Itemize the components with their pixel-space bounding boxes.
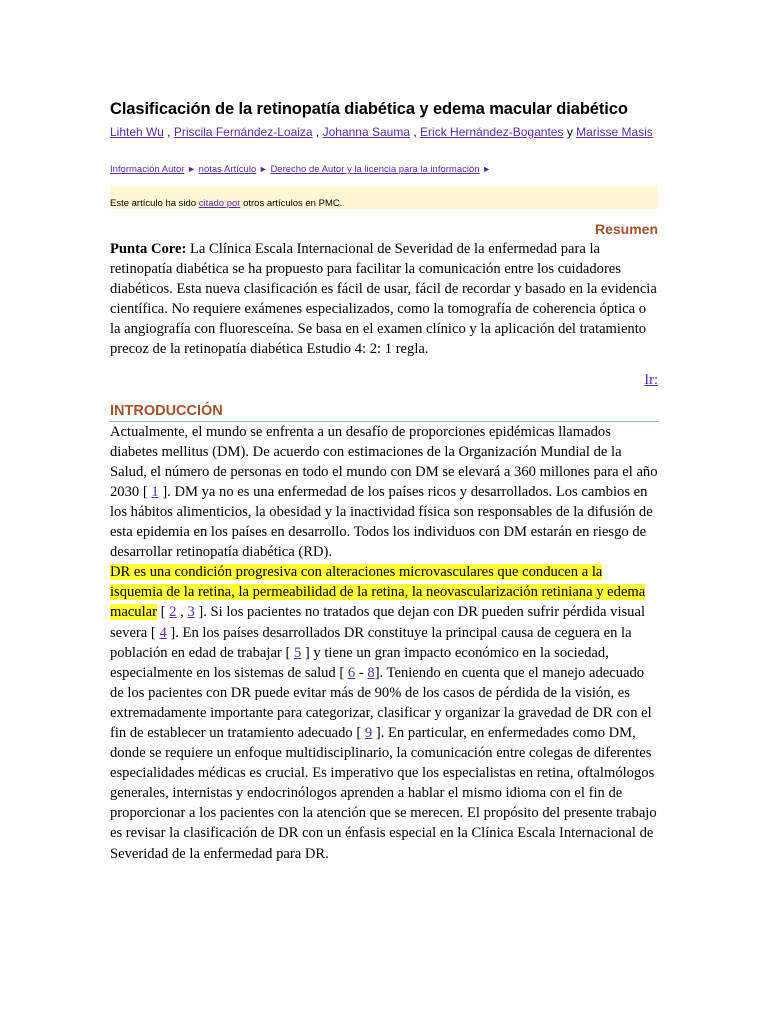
reference-link[interactable]: 5 — [293, 644, 302, 661]
article-title: Clasificación de la retinopatía diabética y edema macular diabético — [110, 100, 628, 118]
author-info-link[interactable]: Información Autor — [110, 164, 185, 175]
triangle-right-icon[interactable]: ► — [258, 164, 268, 174]
author-separator: , — [315, 125, 320, 139]
goto-nav — [110, 370, 658, 390]
article-nav-links — [110, 162, 658, 177]
copyright-link[interactable]: Derecho de Autor y la licencia para la información — [270, 164, 480, 175]
reference-link[interactable]: 4 — [159, 624, 167, 641]
abstract-paragraph — [110, 239, 658, 360]
reference-link[interactable]: 6 — [347, 664, 356, 681]
intro-text: Actualmente, el mundo se enfrenta a un desafío de proporciones epidémicas llamados diabetes mellitus (DM). De acuerdo con estimaciones de la Organización Mundial de la Salud, el número de personas en todo el mundo con DM se elevará a 360 millones para el año 2030 [ — [110, 423, 658, 500]
author-separator: y — [566, 125, 573, 139]
intro-text: , — [180, 604, 184, 621]
reference-link[interactable]: 2 — [169, 604, 177, 621]
goto-link[interactable]: Ir: — [644, 371, 658, 388]
author-link[interactable]: Johanna Sauma — [322, 125, 411, 139]
intro-text: ]. En los países desarrollados DR constituye la principal causa de ceguera en la población en edad de trabajar [ — [110, 624, 632, 661]
highlighted-text: DR es una condición progresiva con alteraciones microvasculares que conducen a la isquemia de la retina, la permeabilidad de la retina, la neovascularización retiniana y edema macular — [110, 564, 646, 621]
author-link[interactable]: Erick Hernández-Bogantes — [420, 125, 564, 139]
author-link[interactable]: Marisse Masis — [576, 125, 653, 139]
author-list — [110, 126, 658, 139]
intro-paragraph-1 — [110, 422, 658, 563]
intro-text: ] y tiene un gran impacto económico en la sociedad, especialmente en los sistemas de salud [ — [110, 644, 609, 681]
reference-link[interactable]: 8 — [367, 664, 375, 681]
reference-link[interactable]: 3 — [187, 604, 195, 621]
cited-by-prefix: Este artículo ha sido — [110, 198, 197, 209]
intro-text: ]. DM ya no es una enfermedad de los países ricos y desarrollados. Los cambios en los hábitos alimenticios, la obesidad y la inactividad física son responsables de la difusión de esta epidemia en los países en desarrollo. Todos los individuos con DM estarán en riesgo de desarrollar retinopatía diabética (RD). — [110, 483, 653, 561]
introduction-heading: INTRODUCCIÓN — [110, 401, 658, 422]
article-notes-link[interactable]: notas Artículo — [198, 164, 257, 175]
reference-link[interactable]: 1 — [151, 483, 159, 500]
intro-text: - — [358, 664, 364, 681]
abstract-text: La Clínica Escala Internacional de Severidad de la enfermedad para la retinopatía diabética se ha propuesto para facilitar la comunicación entre los cuidadores diabéticos. Esta nueva clasificación es fácil de usar, fácil de recordar y basado en la evidencia científica. No requiere exámenes especializados, como la tomografía de coherencia óptica o la angiografía con fluoresceína. Se basa en el examen clínico y la aplicación del tratamiento precoz de la retinopatía diabética Estudio 4: 2: 1 regla. — [110, 241, 657, 358]
intro-text: ]. En particular, en enfermedades como DM, donde se requiere un enfoque multidisciplinario, la comunicación entre colegas de diferentes especialidades médicas es crucial. Es imperativo que los especialistas en retina, oftalmólogos generales, internistas y endocrinólogos aprenden a hablar el mismo idioma con el fin de proporcionar a los pacientes con la atención que se merecen. El propósito del presente trabajo es revisar la clasificación de DR con un énfasis especial en la Clínica Escala Internacional de Severidad de la enfermedad para DR. — [110, 724, 657, 862]
intro-paragraph-2 — [110, 562, 658, 863]
abstract-lead: Punta Core: — [110, 241, 187, 257]
intro-text: [ — [157, 604, 166, 621]
intro-text: ]. Si los pacientes no tratados que dejan con DR pueden sufrir pérdida visual severa [ — [110, 604, 646, 641]
cited-by-suffix: otros artículos en PMC. — [243, 198, 343, 209]
author-link[interactable]: Lihteh Wu — [110, 125, 164, 139]
abstract-heading: Resumen — [594, 221, 658, 237]
author-separator: , — [167, 125, 171, 139]
intro-text: ]. Teniendo en cuenta que el manejo adecuado de los pacientes con DR puede evitar más de 90% de los casos de pérdida de la visión, es extremadamente importante para categorizar, clasificar y organizar la gravedad de DR con el fin de establecer un tratamiento adecuado [ — [110, 664, 652, 741]
author-link[interactable]: Priscila Fernández-Loaiza — [173, 125, 313, 139]
author-separator: , — [413, 125, 417, 139]
article-content — [110, 98, 658, 864]
cited-by-box — [110, 186, 658, 209]
triangle-right-icon[interactable]: ► — [482, 164, 492, 174]
triangle-right-icon[interactable]: ► — [187, 164, 197, 174]
cited-by-link[interactable]: citado por — [198, 198, 241, 209]
reference-link[interactable]: 9 — [364, 724, 373, 741]
